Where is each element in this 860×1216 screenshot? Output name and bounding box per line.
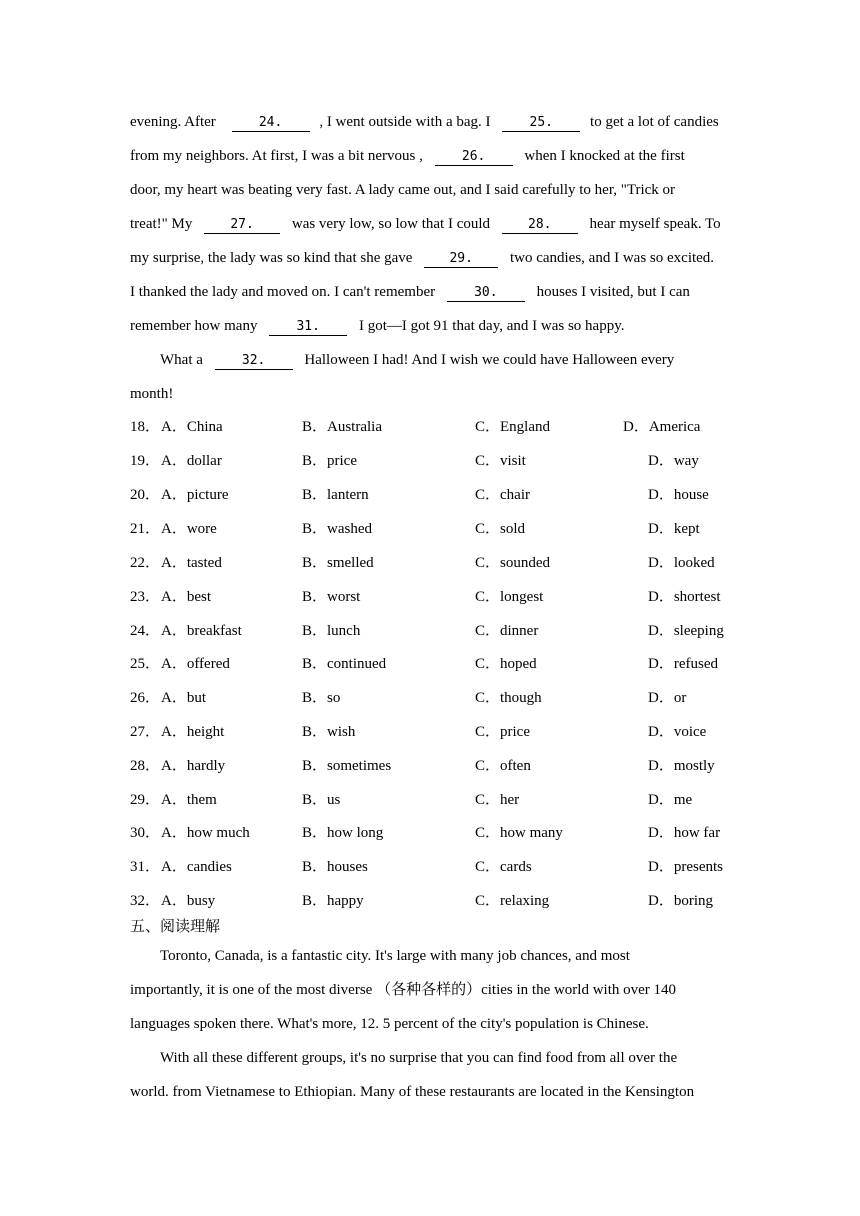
option-c: C．cards bbox=[475, 859, 532, 875]
option-c: C．hoped bbox=[475, 656, 537, 672]
option-c: C．visit bbox=[475, 453, 526, 469]
question-number: 19． bbox=[130, 453, 161, 469]
option-d: D．looked bbox=[648, 555, 715, 571]
question-row bbox=[130, 823, 750, 843]
option-d: D．presents bbox=[648, 859, 723, 875]
question-row bbox=[130, 451, 750, 471]
question-row bbox=[130, 688, 750, 708]
option-c: C．dinner bbox=[475, 623, 539, 639]
passage-text: two candies, and I was so excited. bbox=[509, 250, 715, 266]
passage-line bbox=[130, 214, 721, 234]
option-a: A．picture bbox=[161, 487, 229, 503]
question-number: 24． bbox=[130, 623, 161, 639]
passage-text: Halloween I had! And I wish we could have Halloween every bbox=[304, 352, 675, 368]
blank-31: 31. bbox=[269, 318, 347, 336]
question-row bbox=[130, 891, 750, 911]
option-a: A．candies bbox=[161, 859, 232, 875]
blank-32: 32. bbox=[215, 352, 293, 370]
question-number: 23． bbox=[130, 589, 161, 605]
option-a: A．breakfast bbox=[161, 623, 242, 639]
question-number: 27． bbox=[130, 724, 161, 740]
option-a: A．but bbox=[161, 690, 207, 706]
option-d: D．me bbox=[648, 792, 693, 808]
option-c: C．though bbox=[475, 690, 542, 706]
question-number: 28． bbox=[130, 758, 161, 774]
passage-text: I thanked the lady and moved on. I can't remember bbox=[130, 284, 436, 300]
passage-line bbox=[130, 112, 719, 132]
passage-text: was very low, so low that I could bbox=[291, 216, 491, 232]
option-d: D．boring bbox=[648, 893, 713, 909]
option-b: B．houses bbox=[302, 859, 368, 875]
reading-line: Toronto, Canada, is a fantastic city. It's large with many job chances, and most bbox=[160, 948, 630, 964]
passage-text: I got—I got 91 that day, and I was so happy. bbox=[358, 318, 625, 334]
question-number: 26． bbox=[130, 690, 161, 706]
blank-29: 29. bbox=[424, 250, 498, 268]
option-a: A．wore bbox=[161, 521, 217, 537]
question-row bbox=[130, 417, 750, 437]
question-number: 25． bbox=[130, 656, 161, 672]
passage-text: remember how many bbox=[130, 318, 258, 334]
option-d: D．mostly bbox=[648, 758, 715, 774]
passage-text: evening. After bbox=[130, 114, 216, 130]
option-b: B．us bbox=[302, 792, 341, 808]
passage-text: month! bbox=[130, 386, 174, 402]
option-a: A．dollar bbox=[161, 453, 222, 469]
option-b: B．how long bbox=[302, 825, 384, 841]
option-a: A．how much bbox=[161, 825, 250, 841]
reading-line: languages spoken there. What's more, 12. 5 percent of the city's population is Chinese. bbox=[130, 1016, 649, 1032]
question-number: 31． bbox=[130, 859, 161, 875]
option-b: B．happy bbox=[302, 893, 364, 909]
option-a: A．hardly bbox=[161, 758, 226, 774]
question-row bbox=[130, 654, 750, 674]
reading-line: importantly, it is one of the most diverse （各种各样的）cities in the world with over 140 bbox=[130, 982, 677, 998]
question-number: 29． bbox=[130, 792, 161, 808]
option-d: D．shortest bbox=[648, 589, 721, 605]
option-b: B．Australia bbox=[302, 419, 382, 435]
option-d: D．voice bbox=[648, 724, 707, 740]
option-d: D．or bbox=[648, 690, 687, 706]
passage-line bbox=[130, 180, 675, 200]
passage-text: when I knocked at the first bbox=[524, 148, 685, 164]
option-c: C．relaxing bbox=[475, 893, 550, 909]
option-d: D．sleeping bbox=[648, 623, 724, 639]
passage-text: treat!" My bbox=[130, 216, 193, 232]
option-b: B．smelled bbox=[302, 555, 374, 571]
option-a: A．China bbox=[161, 419, 223, 435]
option-a: A．offered bbox=[161, 656, 230, 672]
option-a: A．tasted bbox=[161, 555, 222, 571]
passage-text: from my neighbors. At first, I was a bit nervous , bbox=[130, 148, 423, 164]
blank-24: 24. bbox=[232, 114, 310, 132]
passage-line bbox=[160, 350, 674, 370]
option-c: C．her bbox=[475, 792, 520, 808]
question-row bbox=[130, 790, 750, 810]
option-b: B．lantern bbox=[302, 487, 369, 503]
option-c: C．sounded bbox=[475, 555, 551, 571]
question-row bbox=[130, 722, 750, 742]
passage-line bbox=[130, 316, 624, 336]
option-d: D．kept bbox=[648, 521, 700, 537]
question-number: 22． bbox=[130, 555, 161, 571]
question-row bbox=[130, 587, 750, 607]
passage-line bbox=[130, 384, 173, 404]
passage-text: door, my heart was beating very fast. A lady came out, and I said carefully to her, "Trick or bbox=[130, 182, 676, 198]
question-row bbox=[130, 621, 750, 641]
option-c: C．chair bbox=[475, 487, 530, 503]
option-c: C．longest bbox=[475, 589, 544, 605]
option-c: C．England bbox=[475, 419, 550, 435]
option-c: C．often bbox=[475, 758, 531, 774]
reading-line: With all these different groups, it's no surprise that you can find food from all over the bbox=[160, 1050, 678, 1066]
option-d: D．way bbox=[648, 453, 699, 469]
option-b: B．continued bbox=[302, 656, 387, 672]
option-a: A．height bbox=[161, 724, 225, 740]
blank-30: 30. bbox=[447, 284, 525, 302]
option-b: B．lunch bbox=[302, 623, 361, 639]
question-row bbox=[130, 756, 750, 776]
blank-25: 25. bbox=[502, 114, 580, 132]
passage-line bbox=[130, 146, 685, 166]
option-b: B．wish bbox=[302, 724, 356, 740]
question-row bbox=[130, 519, 750, 539]
option-c: C．price bbox=[475, 724, 530, 740]
reading-line: world. from Vietnamese to Ethiopian. Many of these restaurants are located in the Kensington bbox=[130, 1084, 695, 1100]
passage-text: my surprise, the lady was so kind that she gave bbox=[130, 250, 413, 266]
option-b: B．price bbox=[302, 453, 357, 469]
passage-line bbox=[130, 248, 714, 268]
section-heading: 五、阅读理解 bbox=[130, 917, 221, 935]
question-row bbox=[130, 485, 750, 505]
option-c: C．how many bbox=[475, 825, 563, 841]
blank-27: 27. bbox=[204, 216, 280, 234]
option-d: D．how far bbox=[648, 825, 721, 841]
passage-text: , I went outside with a bag. I bbox=[319, 114, 491, 130]
question-number: 18． bbox=[130, 419, 161, 435]
option-b: B．worst bbox=[302, 589, 361, 605]
option-a: A．best bbox=[161, 589, 211, 605]
question-number: 30． bbox=[130, 825, 161, 841]
passage-text: hear myself speak. To bbox=[589, 216, 721, 232]
option-b: B．sometimes bbox=[302, 758, 392, 774]
question-number: 21． bbox=[130, 521, 161, 537]
option-d: D．America bbox=[623, 419, 701, 435]
option-d: D．refused bbox=[648, 656, 718, 672]
question-number: 32． bbox=[130, 893, 161, 909]
question-number: 20． bbox=[130, 487, 161, 503]
passage-text: to get a lot of candies bbox=[590, 114, 719, 130]
option-d: D．house bbox=[648, 487, 709, 503]
option-b: B．so bbox=[302, 690, 341, 706]
blank-26: 26. bbox=[435, 148, 513, 166]
passage-text: What a bbox=[160, 352, 203, 368]
question-row bbox=[130, 553, 750, 573]
passage-line bbox=[130, 282, 690, 302]
option-a: A．busy bbox=[161, 893, 216, 909]
question-row bbox=[130, 857, 750, 877]
passage-text: houses I visited, but I can bbox=[536, 284, 690, 300]
option-c: C．sold bbox=[475, 521, 526, 537]
option-b: B．washed bbox=[302, 521, 372, 537]
option-a: A．them bbox=[161, 792, 217, 808]
blank-28: 28. bbox=[502, 216, 578, 234]
